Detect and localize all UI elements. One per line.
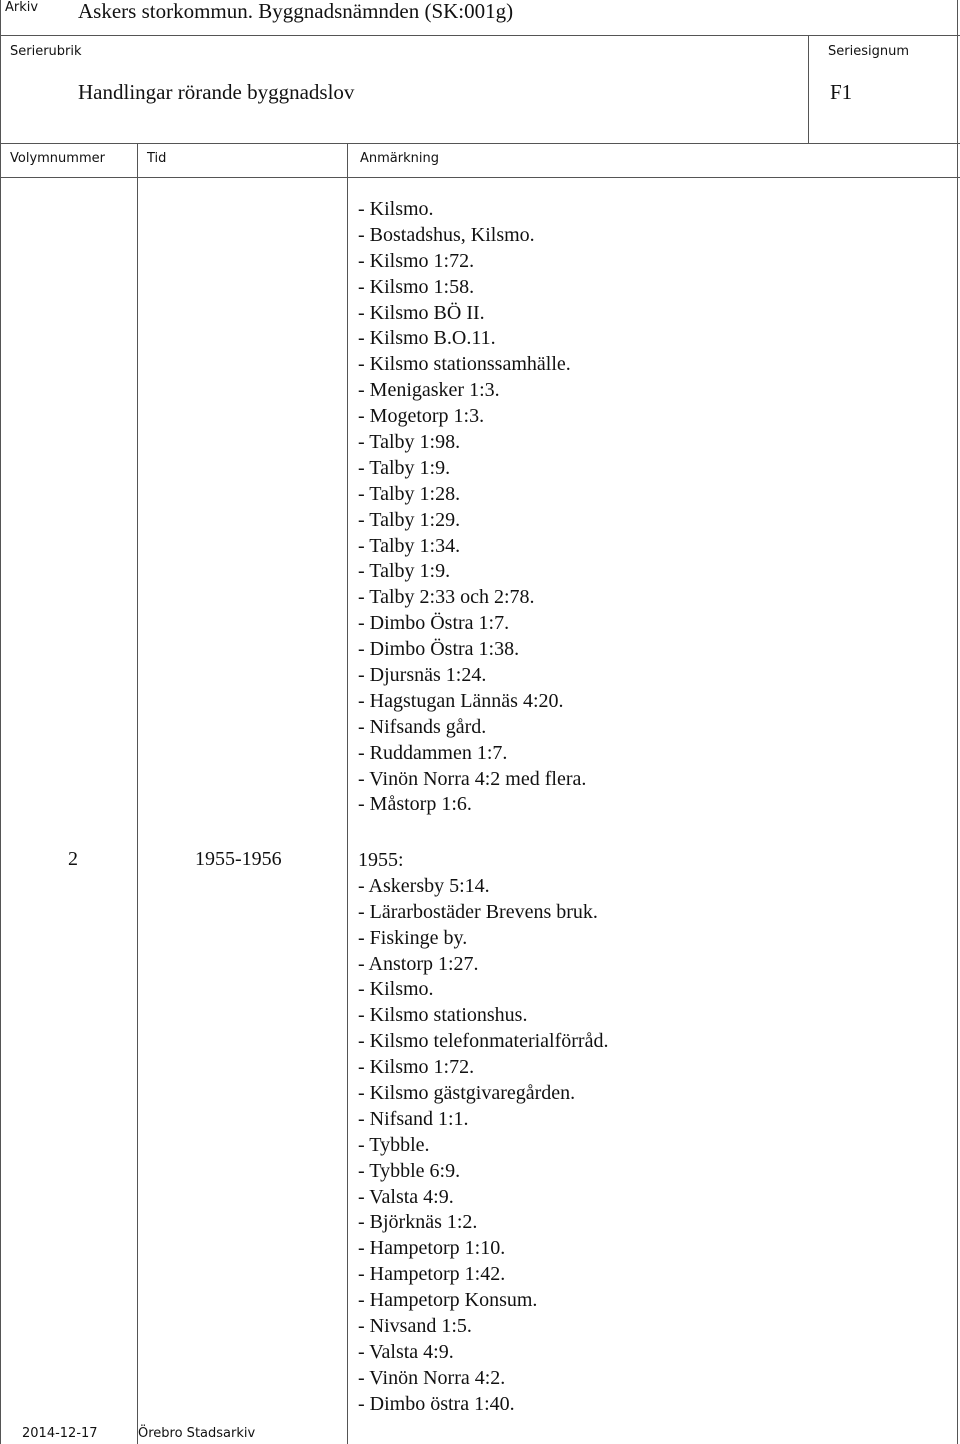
column-header-volymnummer: Volymnummer [10, 151, 105, 166]
serierubrik-label: Serierubrik [10, 44, 82, 59]
list-item: - Kilsmo BÖ II. [358, 301, 485, 324]
list-item: - Tybble 6:9. [358, 1159, 461, 1182]
list-item: - Mogetorp 1:3. [358, 405, 485, 428]
list-item: - Bostadshus, Kilsmo. [358, 223, 535, 246]
list-item: - Dimbo östra 1:40. [358, 1392, 515, 1415]
column-header-tid: Tid [147, 151, 167, 166]
arkiv-label: Arkiv [5, 0, 39, 15]
list-item: - Hampetorp 1:10. [358, 1237, 506, 1260]
footer-archive: Örebro Stadsarkiv [138, 1426, 256, 1441]
table-border-right [957, 0, 958, 1444]
list-item: - Hampetorp Konsum. [358, 1289, 538, 1312]
list-item: - Nifsand 1:1. [358, 1107, 469, 1130]
seriesignum-label: Seriesignum [828, 44, 909, 59]
list-item: - Kilsmo. [358, 198, 434, 220]
list-item: - Hampetorp 1:42. [358, 1263, 506, 1286]
list-item: - Lärarbostäder Brevens bruk. [358, 900, 598, 923]
list-item: - Björknäs 1:2. [358, 1211, 478, 1234]
seriesignum-value: F1 [830, 80, 853, 104]
list-item: - Talby 1:98. [358, 431, 461, 454]
column-header-anmarkning: Anmärkning [360, 151, 439, 166]
divider [0, 177, 960, 178]
list-item: - Talby 2:33 och 2:78. [358, 586, 535, 609]
list-item: - Nivsand 1:5. [358, 1315, 472, 1338]
time-range: 1955-1956 [195, 848, 282, 870]
list-item: - Dimbo Östra 1:38. [358, 638, 520, 661]
list-item: - Vinön Norra 4:2 med flera. [358, 767, 587, 790]
column-divider [137, 143, 138, 1444]
list-item: - Talby 1:34. [358, 534, 461, 557]
list-item: - Dimbo Östra 1:7. [358, 612, 510, 635]
list-item: - Kilsmo 1:72. [358, 249, 475, 272]
list-item: - Kilsmo 1:72. [358, 1056, 475, 1079]
divider [0, 35, 960, 36]
list-item: - Talby 1:29. [358, 508, 461, 531]
column-divider [347, 143, 348, 1444]
list-item: - Djursnäs 1:24. [358, 664, 487, 687]
list-item: - Kilsmo gästgivaregården. [358, 1082, 576, 1105]
list-item: - Hagstugan Lännäs 4:20. [358, 689, 564, 712]
serierubrik-value: Handlingar rörande byggnadslov [78, 80, 355, 104]
footer-date: 2014-12-17 [22, 1426, 98, 1441]
table-row-notes [358, 197, 586, 818]
table-border-left [0, 0, 1, 1444]
list-item: - Talby 1:28. [358, 482, 461, 505]
list-item: - Kilsmo stationshus. [358, 1004, 528, 1027]
divider [808, 35, 809, 143]
list-item: - Menigasker 1:3. [358, 379, 500, 402]
list-item: - Kilsmo B.O.11. [358, 327, 496, 350]
list-item: - Kilsmo. [358, 978, 434, 1001]
divider [0, 143, 960, 144]
list-item: - Fiskinge by. [358, 926, 468, 949]
list-item: - Valsta 4:9. [358, 1340, 454, 1363]
list-item: - Kilsmo 1:58. [358, 275, 475, 298]
list-item: - Ruddammen 1:7. [358, 741, 508, 764]
list-item: 1955: [358, 849, 404, 871]
list-item: - Måstorp 1:6. [358, 793, 472, 816]
list-item: - Talby 1:9. [358, 560, 451, 583]
arkiv-title: Askers storkommun. Byggnadsnämnden (SK:001g) [78, 0, 514, 23]
list-item: - Nifsands gård. [358, 715, 487, 738]
list-item: - Talby 1:9. [358, 456, 451, 479]
list-item: - Valsta 4:9. [358, 1185, 454, 1208]
list-item: - Vinön Norra 4:2. [358, 1366, 506, 1389]
volume-number: 2 [68, 848, 78, 870]
list-item: - Askersby 5:14. [358, 874, 490, 897]
list-item: - Kilsmo telefonmaterialförråd. [358, 1030, 609, 1053]
list-item: - Kilsmo stationssamhälle. [358, 353, 571, 376]
list-item: - Anstorp 1:27. [358, 952, 479, 975]
table-row-notes [358, 848, 608, 1418]
list-item: - Tybble. [358, 1133, 430, 1156]
